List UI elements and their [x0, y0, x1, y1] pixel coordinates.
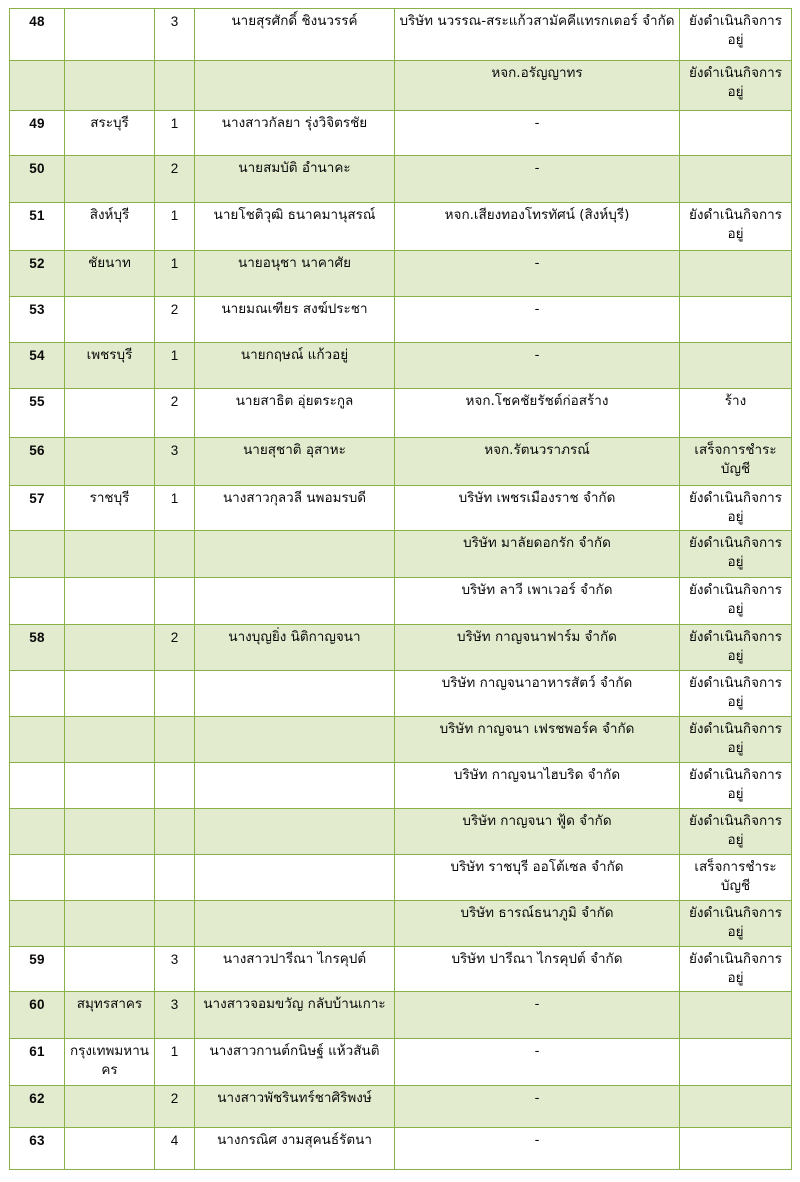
cell-person-name: นายสุชาติ อุสาหะ [195, 438, 395, 486]
table-row [10, 203, 792, 251]
cell-company-name: - [395, 251, 680, 297]
table-row [10, 716, 792, 762]
table-row [10, 486, 792, 531]
cell-province: สมุทรสาคร [65, 991, 155, 1038]
table-row [10, 854, 792, 900]
cell-running-number: 54 [10, 343, 65, 389]
cell-sequence-number: 3 [155, 991, 195, 1038]
cell-sequence-number [155, 670, 195, 716]
cell-person-name: นางสาวกัลยา รุ่งวิจิตรชัย [195, 111, 395, 156]
cell-company-name: หจก.รัตนวราภรณ์ [395, 438, 680, 486]
cell-province: ราชบุรี [65, 486, 155, 531]
registry-table-body [10, 9, 792, 1170]
cell-running-number: 53 [10, 297, 65, 343]
cell-person-name [195, 578, 395, 625]
cell-company-name: - [395, 1038, 680, 1085]
cell-person-name: นายสมบัติ อำนาคะ [195, 156, 395, 203]
cell-person-name: นายกฤษณ์ แก้วอยู่ [195, 343, 395, 389]
cell-business-status: ยังดำเนินกิจการอยู่ [680, 625, 792, 670]
cell-person-name: นางสาวกานต์กนิษฐ์ แห้วสันติ [195, 1038, 395, 1085]
cell-person-name: นางสาวจอมขวัญ กลับบ้านเกาะ [195, 991, 395, 1038]
cell-province [65, 716, 155, 762]
cell-province [65, 762, 155, 808]
cell-province [65, 670, 155, 716]
cell-business-status [680, 111, 792, 156]
cell-running-number [10, 808, 65, 854]
cell-running-number [10, 670, 65, 716]
cell-running-number [10, 900, 65, 946]
table-row [10, 1127, 792, 1169]
cell-sequence-number: 4 [155, 1127, 195, 1169]
cell-business-status [680, 1085, 792, 1127]
table-row [10, 946, 792, 991]
cell-company-name: บริษัท ราชบุรี ออโต้เซล จำกัด [395, 854, 680, 900]
cell-company-name: บริษัท เพชรเมืองราช จำกัด [395, 486, 680, 531]
cell-company-name: บริษัท กาญจนาฟาร์ม จำกัด [395, 625, 680, 670]
cell-person-name [195, 808, 395, 854]
cell-sequence-number: 1 [155, 203, 195, 251]
cell-business-status: เสร็จการชำระบัญชี [680, 854, 792, 900]
cell-company-name: หจก.โชคชัยรัชต์ก่อสร้าง [395, 389, 680, 438]
cell-person-name: นางสาวปารีณา ไกรคุปต์ [195, 946, 395, 991]
cell-province [65, 9, 155, 61]
cell-running-number: 48 [10, 9, 65, 61]
table-row [10, 111, 792, 156]
table-row [10, 389, 792, 438]
cell-company-name: บริษัท ลาวี เพาเวอร์ จำกัด [395, 578, 680, 625]
cell-running-number: 63 [10, 1127, 65, 1169]
cell-province [65, 389, 155, 438]
table-row [10, 531, 792, 578]
cell-sequence-number [155, 808, 195, 854]
cell-province [65, 578, 155, 625]
cell-business-status [680, 156, 792, 203]
cell-company-name: บริษัท ธารณ์ธนาภูมิ จำกัด [395, 900, 680, 946]
cell-person-name: นางบุญยิ่ง นิติกาญจนา [195, 625, 395, 670]
cell-sequence-number: 2 [155, 1085, 195, 1127]
cell-sequence-number [155, 61, 195, 111]
cell-business-status: ยังดำเนินกิจการอยู่ [680, 946, 792, 991]
cell-province [65, 900, 155, 946]
cell-running-number: 56 [10, 438, 65, 486]
cell-business-status [680, 297, 792, 343]
cell-province [65, 1127, 155, 1169]
cell-person-name: นางสาวพัชรินทร์ชาศิริพงษ์ [195, 1085, 395, 1127]
cell-business-status: ยังดำเนินกิจการอยู่ [680, 762, 792, 808]
cell-sequence-number: 1 [155, 343, 195, 389]
cell-company-name: - [395, 1127, 680, 1169]
cell-company-name: - [395, 156, 680, 203]
cell-person-name [195, 61, 395, 111]
cell-running-number [10, 762, 65, 808]
cell-sequence-number: 2 [155, 156, 195, 203]
cell-running-number [10, 578, 65, 625]
cell-sequence-number [155, 531, 195, 578]
cell-company-name: หจก.อรัญญาทร [395, 61, 680, 111]
cell-running-number: 51 [10, 203, 65, 251]
cell-sequence-number [155, 854, 195, 900]
cell-running-number: 52 [10, 251, 65, 297]
table-row [10, 1038, 792, 1085]
cell-person-name: นางสาวกุลวลี นพอมรบดี [195, 486, 395, 531]
cell-province [65, 156, 155, 203]
cell-sequence-number: 1 [155, 1038, 195, 1085]
table-row [10, 900, 792, 946]
cell-province [65, 297, 155, 343]
cell-company-name: - [395, 343, 680, 389]
cell-company-name: บริษัท ปารีณา ไกรคุปต์ จำกัด [395, 946, 680, 991]
cell-company-name: หจก.เสียงทองโทรทัศน์ (สิงห์บุรี) [395, 203, 680, 251]
cell-running-number: 57 [10, 486, 65, 531]
cell-province: สิงห์บุรี [65, 203, 155, 251]
table-row [10, 808, 792, 854]
table-row [10, 625, 792, 670]
cell-sequence-number: 2 [155, 389, 195, 438]
cell-province [65, 854, 155, 900]
cell-company-name: บริษัท กาญจนาอาหารสัตว์ จำกัด [395, 670, 680, 716]
cell-person-name [195, 716, 395, 762]
table-row [10, 1085, 792, 1127]
cell-sequence-number: 1 [155, 111, 195, 156]
cell-company-name: - [395, 1085, 680, 1127]
cell-person-name: นายอนุชา นาคาศัย [195, 251, 395, 297]
cell-business-status: ยังดำเนินกิจการอยู่ [680, 203, 792, 251]
cell-business-status [680, 1127, 792, 1169]
cell-province [65, 946, 155, 991]
cell-company-name: บริษัท นวรรณ-สระแก้วสามัคคีแทรกเตอร์ จำกัด [395, 9, 680, 61]
cell-province: เพชรบุรี [65, 343, 155, 389]
table-row [10, 438, 792, 486]
cell-sequence-number: 2 [155, 297, 195, 343]
table-row [10, 670, 792, 716]
cell-business-status: ยังดำเนินกิจการอยู่ [680, 9, 792, 61]
cell-company-name: บริษัท กาญจนา เฟรชพอร์ค จำกัด [395, 716, 680, 762]
cell-sequence-number: 3 [155, 946, 195, 991]
cell-business-status: ยังดำเนินกิจการอยู่ [680, 531, 792, 578]
registry-table [9, 8, 792, 1170]
cell-business-status: ยังดำเนินกิจการอยู่ [680, 900, 792, 946]
cell-business-status [680, 251, 792, 297]
cell-running-number [10, 61, 65, 111]
cell-business-status: ยังดำเนินกิจการอยู่ [680, 670, 792, 716]
cell-person-name [195, 531, 395, 578]
table-row [10, 343, 792, 389]
cell-running-number [10, 854, 65, 900]
cell-person-name: นายสุรศักดิ์ ชิงนวรรค์ [195, 9, 395, 61]
cell-company-name: - [395, 297, 680, 343]
cell-business-status: ยังดำเนินกิจการอยู่ [680, 486, 792, 531]
cell-sequence-number: 1 [155, 251, 195, 297]
cell-province: ชัยนาท [65, 251, 155, 297]
table-row [10, 297, 792, 343]
cell-business-status: ร้าง [680, 389, 792, 438]
table-row [10, 578, 792, 625]
cell-province [65, 61, 155, 111]
cell-business-status: ยังดำเนินกิจการอยู่ [680, 808, 792, 854]
cell-province [65, 625, 155, 670]
cell-sequence-number: 1 [155, 486, 195, 531]
cell-sequence-number: 3 [155, 9, 195, 61]
cell-running-number: 59 [10, 946, 65, 991]
cell-business-status [680, 343, 792, 389]
cell-running-number: 58 [10, 625, 65, 670]
cell-sequence-number [155, 762, 195, 808]
table-row [10, 251, 792, 297]
cell-person-name [195, 762, 395, 808]
cell-province [65, 1085, 155, 1127]
table-row [10, 762, 792, 808]
cell-person-name [195, 900, 395, 946]
cell-running-number [10, 716, 65, 762]
cell-person-name: นางกรณิศ งามสุคนธ์รัตนา [195, 1127, 395, 1169]
table-row [10, 156, 792, 203]
cell-person-name [195, 670, 395, 716]
cell-company-name: - [395, 111, 680, 156]
cell-company-name: บริษัท กาญจนา ฟู้ด จำกัด [395, 808, 680, 854]
table-row [10, 9, 792, 61]
cell-company-name: บริษัท มาลัยดอกรัก จำกัด [395, 531, 680, 578]
cell-company-name: บริษัท กาญจนาไฮบริด จำกัด [395, 762, 680, 808]
cell-running-number: 50 [10, 156, 65, 203]
cell-business-status [680, 1038, 792, 1085]
cell-running-number: 49 [10, 111, 65, 156]
table-row [10, 991, 792, 1038]
cell-person-name: นายสาธิต อุ่ยตระกูล [195, 389, 395, 438]
cell-person-name [195, 854, 395, 900]
cell-sequence-number [155, 578, 195, 625]
cell-business-status: เสร็จการชำระบัญชี [680, 438, 792, 486]
cell-province [65, 438, 155, 486]
cell-business-status: ยังดำเนินกิจการอยู่ [680, 716, 792, 762]
cell-person-name: นายโชติวุฒิ ธนาคมานุสรณ์ [195, 203, 395, 251]
cell-running-number: 61 [10, 1038, 65, 1085]
cell-province: สระบุรี [65, 111, 155, 156]
cell-person-name: นายมณเฑียร สงฆ์ประชา [195, 297, 395, 343]
cell-business-status [680, 991, 792, 1038]
cell-running-number: 55 [10, 389, 65, 438]
cell-running-number: 60 [10, 991, 65, 1038]
cell-sequence-number: 2 [155, 625, 195, 670]
cell-business-status: ยังดำเนินกิจการอยู่ [680, 61, 792, 111]
cell-business-status: ยังดำเนินกิจการอยู่ [680, 578, 792, 625]
cell-running-number [10, 531, 65, 578]
cell-company-name: - [395, 991, 680, 1038]
cell-sequence-number: 3 [155, 438, 195, 486]
cell-running-number: 62 [10, 1085, 65, 1127]
cell-province [65, 531, 155, 578]
cell-province [65, 808, 155, 854]
table-row [10, 61, 792, 111]
cell-sequence-number [155, 716, 195, 762]
cell-sequence-number [155, 900, 195, 946]
cell-province: กรุงเทพมหานคร [65, 1038, 155, 1085]
